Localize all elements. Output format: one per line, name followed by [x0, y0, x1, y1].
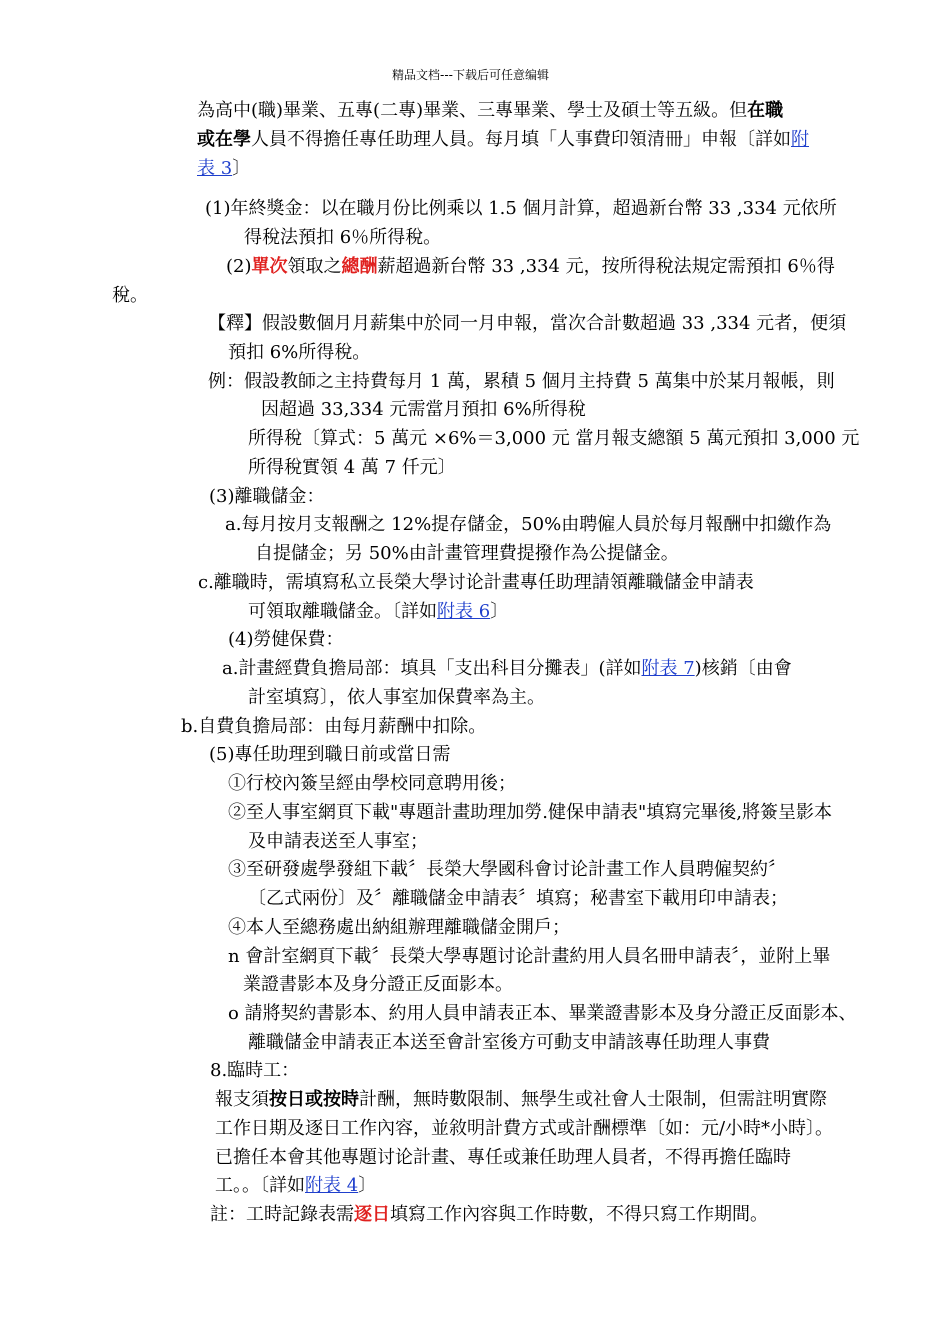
- paragraph-line: 計室填寫〕，依人事室加保費率為主。: [248, 687, 545, 708]
- appendix-6-link[interactable]: 附表 6: [437, 601, 491, 622]
- paragraph-line: 因超過 33,334 元需當月預扣 6%所得稅: [261, 399, 586, 420]
- paragraph-line: 報支須按日或按時計酬，無時數限制、無學生或社會人士限制，但需註明實際: [215, 1089, 827, 1110]
- paragraph-line: 工。。〔詳如附表 4〕: [215, 1175, 377, 1196]
- paragraph-line: 所得稅實領 4 萬 7 仟元〕: [248, 457, 456, 478]
- paragraph-line: ④本人至總務處出納組辦理離職儲金開戶；: [228, 917, 570, 938]
- paragraph-line: o 請將契約書影本、約用人員申請表正本、畢業證書影本及身分證正反面影本、: [228, 1003, 857, 1024]
- paragraph-line: ③至研發處學發組下載〞長榮大學國科會讨论計畫工作人員聘僱契約〞: [228, 859, 786, 880]
- appendix-3-link-cont[interactable]: 表 3: [197, 158, 233, 179]
- paragraph-line: b.自費負擔局部：由每月薪酬中扣除。: [181, 716, 487, 737]
- onboarding-item: (5)專任助理到職日前或當日需: [209, 744, 451, 765]
- paragraph-line: 自提儲金；另 50%由計畫管理費提撥作為公提儲金。: [255, 543, 679, 564]
- paragraph-line: 〔乙式兩份〕及〞離職儲金申請表〞填寫；秘書室下載用印申請表；: [248, 888, 788, 909]
- appendix-3-link[interactable]: 附: [791, 129, 809, 150]
- paragraph-line: 離職儲金申請表正本送至會計室後方可動支申請該專任助理人事費: [248, 1032, 770, 1053]
- paragraph-line: 稅。: [112, 285, 148, 306]
- insurance-item: (4)勞健保費：: [228, 629, 344, 650]
- paragraph-line: 已擔任本會其他專題讨论計畫、專任或兼任助理人員者，不得再擔任臨時: [215, 1147, 791, 1168]
- paragraph-line: 表 3〕: [197, 158, 251, 179]
- paragraph-line: a.每月按月支報酬之 12%提存儲金，50%由聘僱人員於每月報酬中扣繳作為: [225, 514, 832, 535]
- footnote: 註：工時記錄表需逐日填寫工作內容與工作時數，不得只寫工作期間。: [210, 1204, 768, 1225]
- paragraph-line: ①行校內簽呈經由學校同意聘用後；: [228, 773, 516, 794]
- page-header: 精品文档---下载后可任意编辑: [392, 68, 549, 82]
- explanation-note: 【釋】假設數個月月薪集中於同一月申報，當次合計數超過 33 ,334 元者，便須: [208, 313, 847, 334]
- example-note: 例：假設教師之主持費每月 1 萬，累積 5 個月主持費 5 萬集中於某月報帳，則: [208, 371, 835, 392]
- paragraph-line: 或在學人員不得擔任專任助理人員。每月填「人事費印領清冊」申報〔詳如附: [197, 129, 809, 150]
- paragraph-line: 業證書影本及身分證正反面影本。: [243, 974, 513, 995]
- paragraph-line: 及申請表送至人事室；: [248, 831, 428, 852]
- paragraph-line: c.離職時，需填寫私立長榮大學讨论計畫專任助理請領離職儲金申請表: [198, 572, 754, 593]
- year-end-bonus-item: (1)年終獎金：以在職月份比例乘以 1.5 個月計算，超過新台幣 33 ,334 元依所: [205, 198, 837, 219]
- paragraph-line: 可領取離職儲金。〔詳如附表 6〕: [248, 601, 509, 622]
- paragraph-line: 預扣 6%所得稅。: [228, 342, 371, 363]
- single-payment-item: (2)單次領取之總酬薪超過新台幣 33 ,334 元，按所得稅法規定需預扣 6％得: [226, 256, 835, 277]
- paragraph-line: 得稅法預扣 6％所得稅。: [244, 227, 442, 248]
- appendix-4-link[interactable]: 附表 4: [305, 1175, 359, 1196]
- paragraph-line: 為高中(職)畢業、五專(二專)畢業、三專畢業、學士及碩士等五級。但在職: [197, 100, 784, 121]
- paragraph-line: ②至人事室網頁下載"專題計畫助理加勞.健保申請表"填寫完畢後,將簽呈影本: [228, 802, 832, 823]
- temp-worker-item: 8.臨時工：: [210, 1060, 300, 1081]
- paragraph-line: a.計畫經費負擔局部：填具「支出科目分攤表」(詳如附表 7)核銷〔由會: [222, 658, 792, 679]
- paragraph-line: 所得稅〔算式：5 萬元 ×6%＝3,000 元 當月報支總額 5 萬元預扣 3,000 元: [248, 428, 860, 449]
- severance-fund-item: (3)離職儲金：: [209, 486, 325, 507]
- paragraph-line: 工作日期及逐日工作內容，並敘明計費方式或計酬標準〔如：元/小時*小時〕。: [215, 1118, 834, 1139]
- appendix-7-link[interactable]: 附表 7: [641, 658, 695, 679]
- paragraph-line: n 會計室網頁下載〞長榮大學專題讨论計畫約用人員名冊申請表〞，並附上畢: [228, 946, 831, 967]
